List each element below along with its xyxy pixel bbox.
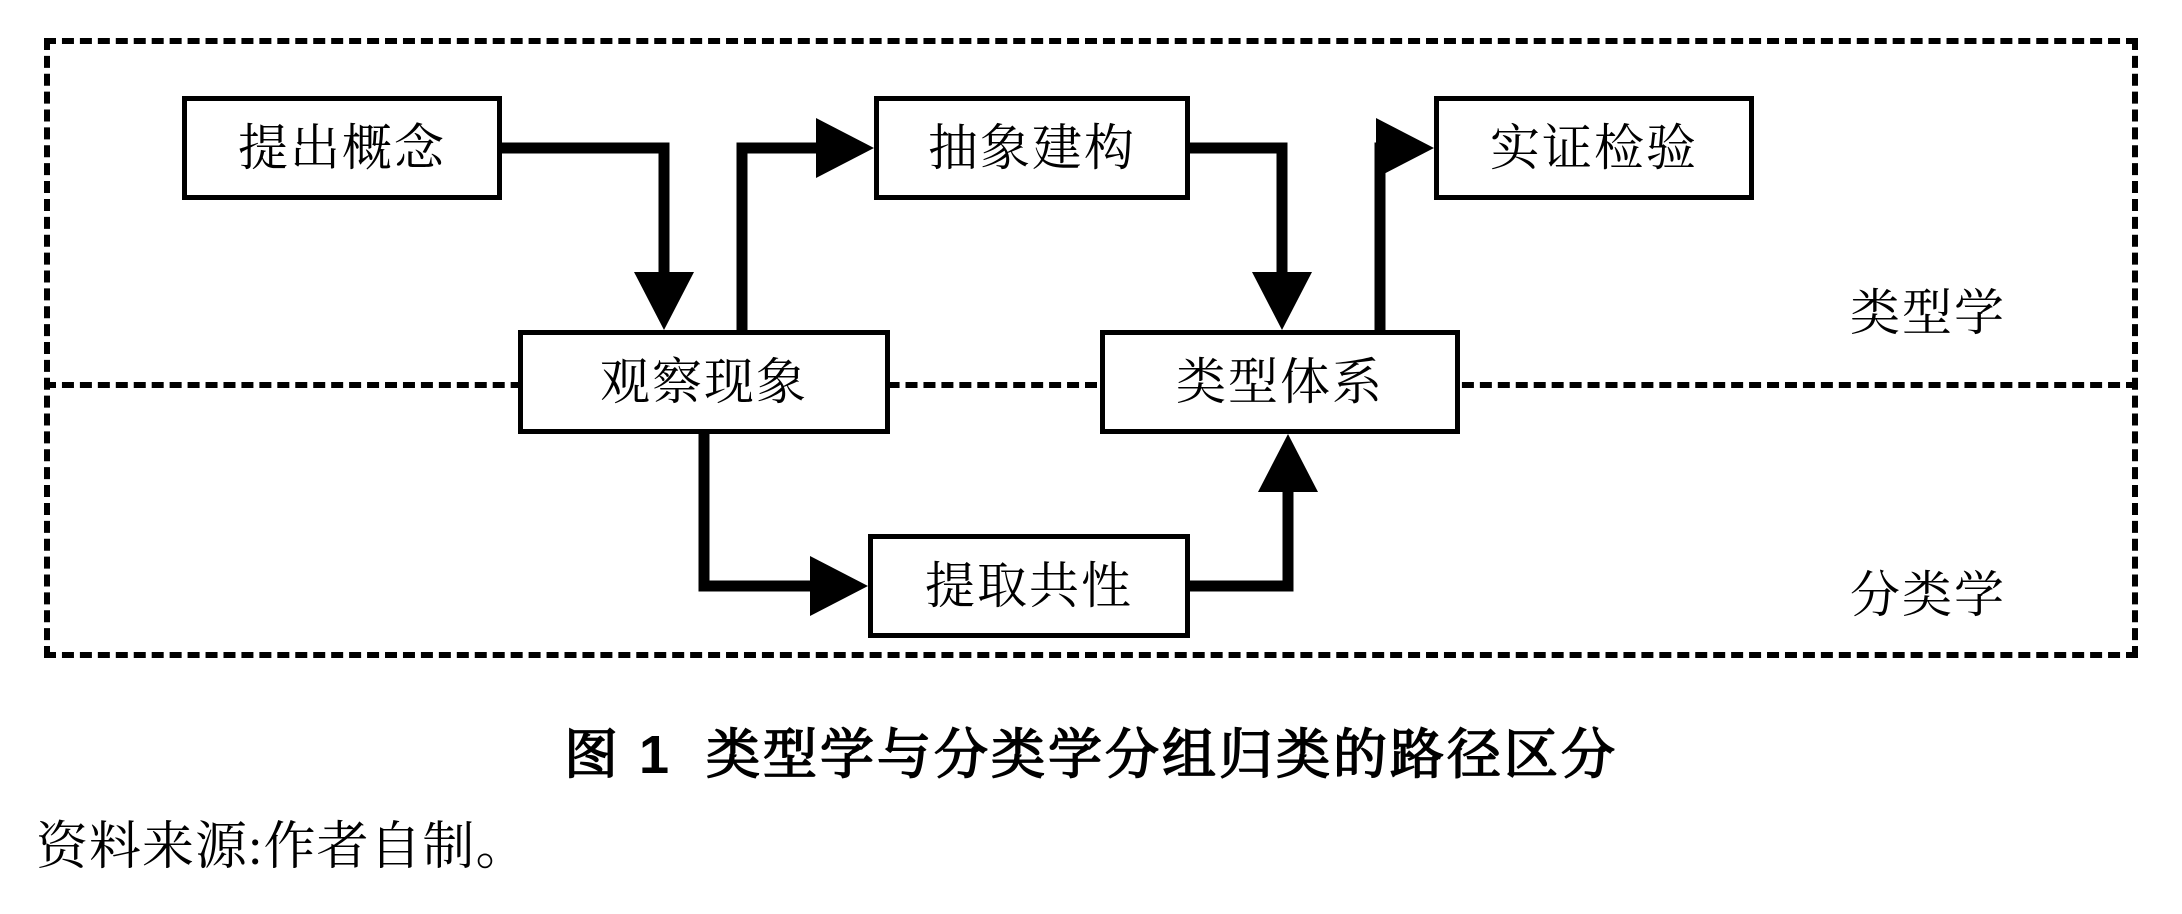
node-concept (182, 96, 502, 200)
zone-label-typology: 类型学 (1850, 285, 2006, 341)
node-empirical (1434, 96, 1754, 200)
zone-divider (44, 382, 2138, 388)
node-typology (1100, 330, 1460, 434)
node-abstract (874, 96, 1190, 200)
node-typology-label: 类型体系 (1176, 354, 1384, 410)
node-observe (518, 330, 890, 434)
node-concept-label: 提出概念 (238, 120, 446, 176)
node-common-label: 提取共性 (925, 558, 1133, 614)
figure-caption-number: 图 1 (563, 725, 673, 785)
figure-caption-title: 类型学与分类学分组归类的路径区分 (706, 725, 1619, 785)
figure-caption (0, 712, 2182, 789)
node-common (868, 534, 1190, 638)
figure-source-note: 资料来源:作者自制。 (36, 819, 529, 876)
node-abstract-label: 抽象建构 (928, 120, 1136, 176)
zone-label-taxonomy: 分类学 (1850, 567, 2006, 623)
node-empirical-label: 实证检验 (1490, 120, 1698, 176)
node-observe-label: 观察现象 (600, 354, 808, 410)
